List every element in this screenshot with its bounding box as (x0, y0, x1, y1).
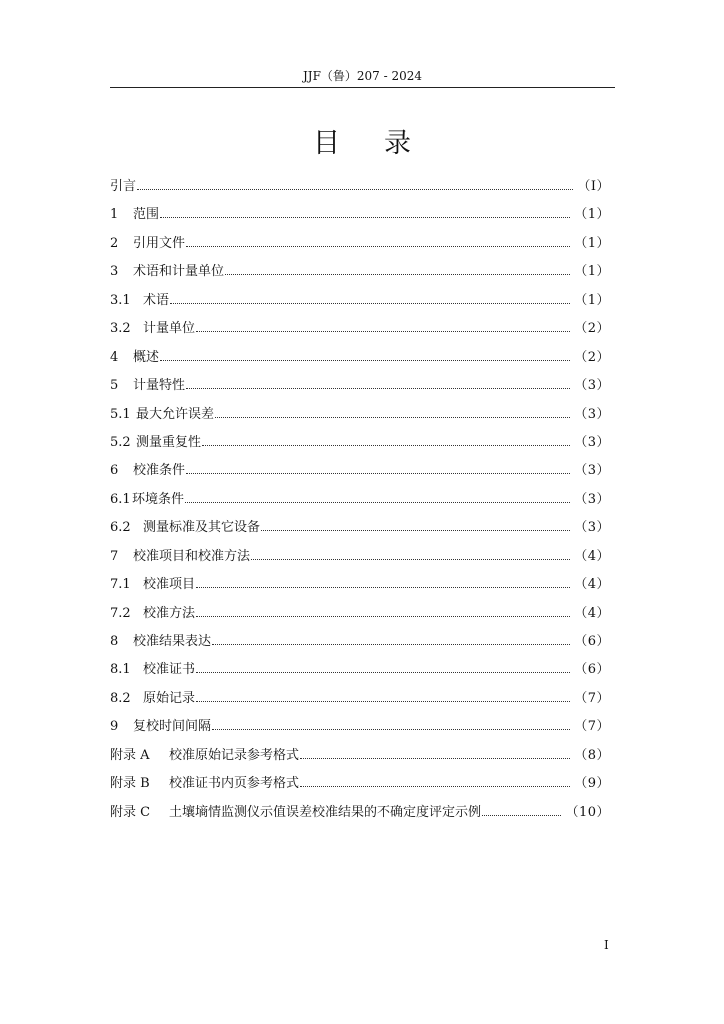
dot-leader (482, 815, 561, 816)
dot-leader (186, 246, 570, 247)
dot-leader (225, 274, 570, 275)
toc-entry-page: （6） (574, 662, 610, 678)
toc-entry-page: （3） (574, 463, 610, 479)
toc-entry-label: 复校时间间隔 (133, 719, 212, 735)
toc-entry-page: （3） (574, 434, 610, 450)
toc-entry-page: （6） (574, 634, 610, 649)
page-number: I (604, 938, 609, 952)
toc-entry-number: 8.2 (110, 690, 131, 706)
toc-entry-9[interactable] (110, 717, 610, 745)
toc-entry-label: 计量特性 (133, 378, 186, 394)
toc-entry-page: （1） (574, 264, 610, 280)
toc-entry-3-1[interactable] (110, 291, 610, 319)
toc-entry-label: 环境条件 (132, 491, 185, 507)
dot-leader (251, 559, 570, 560)
toc-entry-number: 8 (110, 634, 119, 649)
toc-entry-label: 测量标准及其它设备 (143, 520, 261, 536)
toc-entry-page: （1） (574, 235, 610, 251)
dot-leader (186, 473, 570, 474)
toc-entry-number: 3 (110, 264, 119, 280)
toc-entry-page: （7） (574, 690, 610, 706)
toc-entry-label: 术语和计量单位 (133, 264, 225, 280)
toc-entry-6-2[interactable] (110, 518, 610, 546)
toc-entry-label: 校准结果表达 (133, 634, 212, 649)
toc-entry-3-2[interactable] (110, 319, 610, 347)
toc-entry-3[interactable] (110, 262, 610, 290)
toc-entry-6-1[interactable] (110, 490, 610, 518)
toc-entry-number: 1 (110, 207, 119, 223)
toc-entry-page: （4） (574, 577, 610, 593)
toc-entry-intro[interactable] (110, 177, 610, 205)
dot-leader (160, 217, 570, 218)
toc-entry-5[interactable] (110, 376, 610, 404)
toc-entry-4[interactable] (110, 348, 610, 376)
toc-entry-label: 校准项目 (143, 577, 196, 593)
dot-leader (300, 786, 570, 787)
toc-entry-page: （9） (574, 776, 610, 792)
toc-entry-page: （1） (574, 292, 610, 308)
toc-entry-2[interactable] (110, 234, 610, 262)
toc-entry-number: 7 (110, 548, 119, 564)
dot-leader (196, 331, 570, 332)
toc-entry-8-2[interactable] (110, 689, 610, 717)
toc-entry-page: （3） (574, 520, 610, 536)
toc-entry-page: （2） (574, 349, 610, 365)
toc-entry-8-1[interactable] (110, 660, 610, 688)
toc-entry-number: 6 (110, 463, 119, 479)
toc-entry-number: 3.1 (110, 292, 131, 308)
toc-entry-page: （3） (574, 378, 610, 394)
toc-entry-label: 最大允许误差 (136, 406, 215, 422)
toc-entry-label: 引言 (110, 179, 137, 194)
dot-leader (196, 701, 570, 702)
toc-entry-number: 附录 C (110, 804, 151, 820)
toc-entry-number: 2 (110, 235, 119, 251)
toc-entry-8[interactable] (110, 632, 610, 660)
toc-entry-number: 3.2 (110, 321, 131, 337)
toc-entry-label: 术语 (143, 292, 170, 308)
toc-entry-7[interactable] (110, 547, 610, 575)
toc-entry-6[interactable] (110, 461, 610, 489)
toc-entry-page: （10） (565, 804, 610, 820)
dot-leader (215, 417, 570, 418)
toc-entry-label: 校准证书内页参考格式 (169, 776, 300, 792)
dot-leader (261, 530, 570, 531)
toc-entry-page: （8） (574, 747, 610, 763)
toc-entry-label: 土壤墒情监测仪示值误差校准结果的不确定度评定示例 (169, 804, 482, 820)
dot-leader (137, 189, 573, 190)
dot-leader (170, 303, 570, 304)
toc-entry-number: 5.2 (110, 434, 131, 450)
toc-entry-number: 6.2 (110, 520, 131, 536)
toc-entry-label: 原始记录 (143, 690, 196, 706)
toc-entry-label: 计量单位 (143, 321, 196, 337)
dot-leader (196, 616, 570, 617)
toc-entry-label: 引用文件 (133, 235, 186, 251)
toc-entry-page: （4） (574, 605, 610, 621)
toc-entry-appendix-b[interactable] (110, 774, 610, 802)
toc-entry-number: 附录 B (110, 776, 150, 792)
toc-entry-page: （4） (574, 548, 610, 564)
toc-entry-number: 8.1 (110, 662, 131, 678)
toc-entry-label: 测量重复性 (136, 434, 202, 450)
toc-entry-appendix-c[interactable] (110, 803, 610, 831)
toc-entry-page: （Ⅰ） (577, 179, 610, 194)
toc-entry-number: 7.2 (110, 605, 131, 621)
toc-entry-5-2[interactable] (110, 433, 610, 461)
toc-entry-page: （1） (574, 207, 610, 223)
toc-entry-appendix-a[interactable] (110, 746, 610, 774)
toc-title: 目录 (313, 128, 455, 159)
dot-leader (196, 587, 570, 588)
dot-leader (212, 644, 570, 645)
toc-entry-page: （3） (574, 406, 610, 422)
toc-entry-label: 校准原始记录参考格式 (169, 747, 300, 763)
dot-leader (212, 729, 570, 730)
dot-leader (196, 672, 570, 673)
table-of-contents (110, 177, 610, 831)
toc-entry-number: 7.1 (110, 577, 131, 593)
toc-entry-7-2[interactable] (110, 604, 610, 632)
dot-leader (160, 360, 570, 361)
toc-entry-page: （2） (574, 321, 610, 337)
dot-leader (185, 502, 570, 503)
toc-entry-page: （3） (574, 491, 610, 507)
toc-entry-label: 校准证书 (143, 662, 196, 678)
dot-leader (186, 388, 570, 389)
toc-entry-page: （7） (574, 719, 610, 735)
toc-entry-number: 5 (110, 378, 119, 394)
document-code-header: JJF（鲁）207 - 2024 (110, 66, 615, 88)
toc-entry-number: 9 (110, 719, 119, 735)
toc-entry-label: 校准项目和校准方法 (133, 548, 251, 564)
toc-entry-5-1[interactable] (110, 405, 610, 433)
toc-entry-number: 附录 A (110, 747, 150, 763)
toc-entry-label: 校准方法 (143, 605, 196, 621)
toc-entry-number: 4 (110, 349, 119, 365)
toc-entry-number: 6.1 (110, 491, 131, 507)
toc-entry-label: 范围 (133, 207, 160, 223)
dot-leader (202, 445, 570, 446)
dot-leader (300, 758, 570, 759)
toc-entry-label: 概述 (133, 349, 160, 365)
toc-entry-number: 5.1 (110, 406, 131, 422)
toc-entry-7-1[interactable] (110, 575, 610, 603)
toc-entry-label: 校准条件 (133, 463, 186, 479)
toc-entry-1[interactable] (110, 205, 610, 233)
